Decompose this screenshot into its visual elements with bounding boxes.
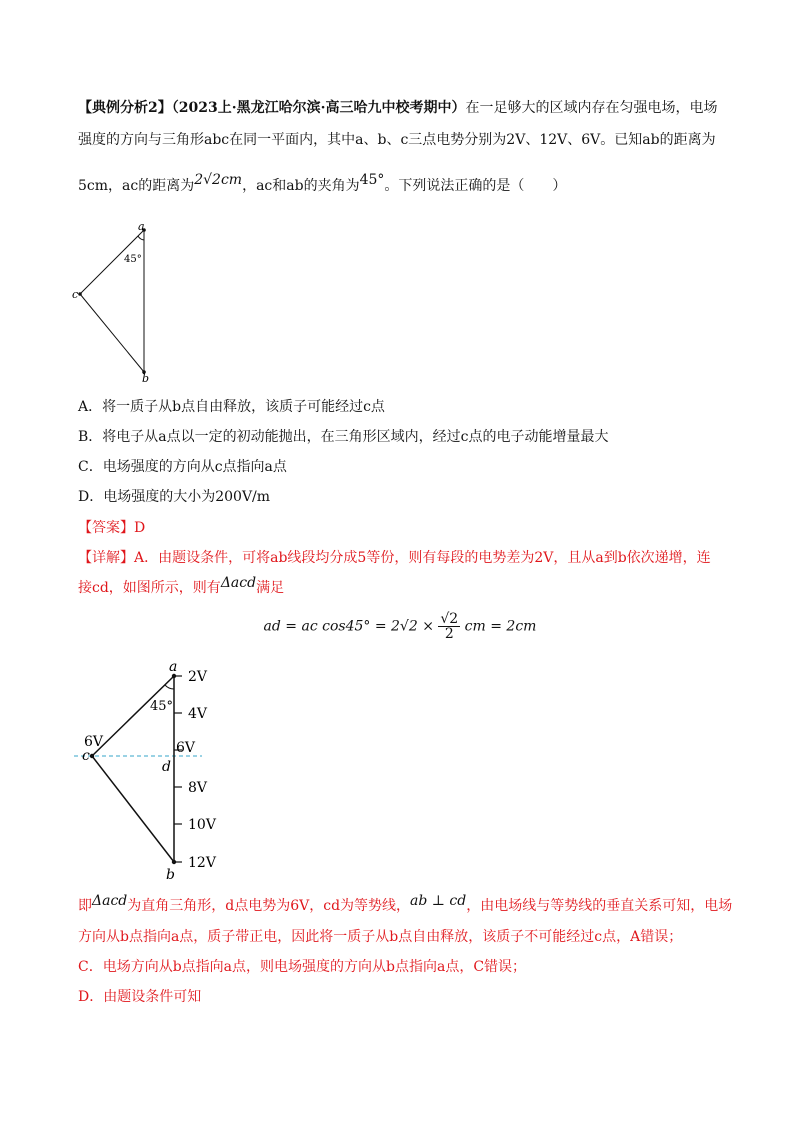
formula-left: ad = ac cos45° = 2√2 × xyxy=(263,618,434,635)
angle-label: 45° xyxy=(150,699,174,714)
detail-line-1: 【详解】A．由题设条件，可将ab线段均分成5等份，则有每段的电势差为2V，且从a到b依次递增，连 xyxy=(78,550,711,566)
conclusion-line-1: 即Δacd为直角三角形，d点电势为6V，cd为等势线，ab ⊥ cd，由电场线与等势线的垂直关系可知，电场 xyxy=(78,893,733,914)
label-b: b xyxy=(166,867,175,883)
label-a: a xyxy=(169,659,178,675)
detail-line-2: 接cd，如图所示，则有Δacd满足 xyxy=(78,575,285,596)
question-source: （2023上·黑龙江哈尔滨·高三哈九中校考期中） xyxy=(171,100,466,116)
question-line-1 xyxy=(78,98,717,118)
option-a: A．将一质子从b点自由释放，该质子可能经过c点 xyxy=(78,399,385,415)
point-c xyxy=(78,292,82,296)
point-c xyxy=(90,754,94,758)
tick-label-12v: 12V xyxy=(188,855,216,871)
tick-label-4v: 4V xyxy=(188,706,208,722)
c-potential-label: 6V xyxy=(84,734,104,750)
question-line-2: 强度的方向与三角形abc在同一平面内，其中a、b、c三点电势分别为2V、12V、6V。已知ab的距离为 xyxy=(78,132,716,148)
label-c: c xyxy=(72,288,79,301)
segment-cb xyxy=(80,294,144,372)
answer: 【答案】D xyxy=(78,520,146,536)
label-d: d xyxy=(162,759,171,775)
tick-label-10v: 10V xyxy=(188,817,216,833)
option-d: D．电场强度的大小为200V/m xyxy=(78,489,271,505)
figure-triangle-2 xyxy=(60,652,280,884)
segment-ac xyxy=(92,676,174,756)
conclusion-line-2: 方向从b点指向a点，质子带正电，因此将一质子从b点自由释放，该质子不可能经过c点，A错误； xyxy=(78,929,683,945)
figure-triangle-1 xyxy=(60,218,170,388)
angle-arc xyxy=(138,236,144,240)
tick-label-8v: 8V xyxy=(188,780,208,796)
label-a: a xyxy=(138,220,145,233)
question-text-1: 在一足够大的区域内存在匀强电场，电场 xyxy=(465,100,718,116)
option-c: C．电场强度的方向从c点指向a点 xyxy=(78,459,287,475)
formula-fraction: $\frac{√2}{2}$ xyxy=(440,611,459,642)
formula-right: cm = 2cm xyxy=(464,618,537,635)
question-tag: 【典例分析2】 xyxy=(78,100,172,116)
question-line-3: 5cm，ac的距离为2√2cm，ac和ab的夹角为45°。下列说法正确的是（ ） xyxy=(78,172,567,194)
conclusion-line-3: C．电场方向从b点指向a点，则电场强度的方向从b点指向a点，C错误； xyxy=(78,959,527,975)
angle-label: 45° xyxy=(124,254,142,265)
conclusion-line-4: D．由题设条件可知 xyxy=(78,989,202,1005)
label-b: b xyxy=(142,372,150,385)
label-c: c xyxy=(82,748,90,764)
angle-arc xyxy=(165,685,174,689)
point-b xyxy=(172,860,176,864)
option-b: B．将电子从a点以一定的初动能抛出，在三角形区域内，经过c点的电子动能增量最大 xyxy=(78,429,609,445)
tick-label-6v: 6V xyxy=(176,740,196,756)
tick-label-2v: 2V xyxy=(188,669,208,685)
formula xyxy=(0,612,800,641)
